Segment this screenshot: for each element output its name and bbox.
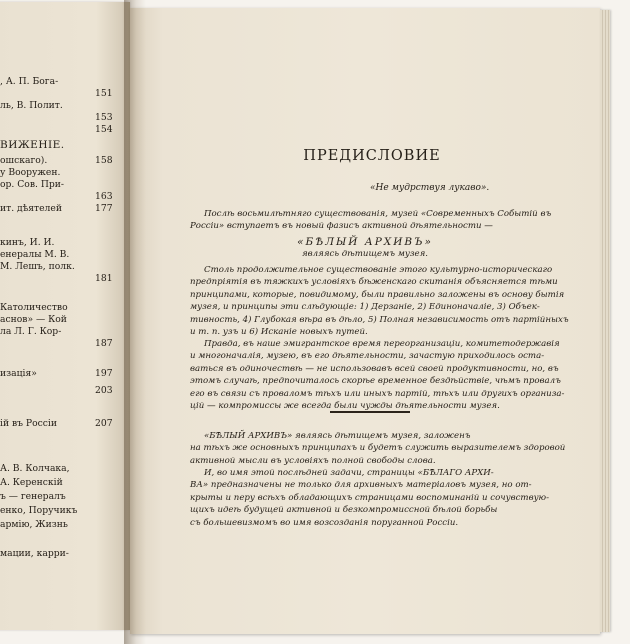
toc-line: изація» — [0, 368, 37, 379]
toc-line: армію, Жизнь — [0, 519, 68, 530]
text-line: этомъ случаѣ, предпочиталось скорѣе временное бездѣйствіе, чѣмъ провалъ — [190, 376, 561, 387]
epigraph: «Не мудрствуя лукаво». — [370, 183, 490, 193]
table-of-contents-fragment — [0, 0, 130, 640]
text-line: тивность, 4) Глубокая вѣра въ дѣло, 5) Полная независимость отъ партійныхъ — [190, 314, 569, 325]
paragraph-emigration — [190, 338, 565, 412]
section-divider — [330, 411, 410, 413]
text-line: музея, и принципы эти слѣдующіе: 1) Дерзаніе, 2) Единоначаліе, 3) Объек- — [190, 302, 540, 313]
text-line: и т. п. узъ и 6) Исканіе новыхъ путей. — [190, 327, 368, 338]
toc-line: А. В. Колчака, — [0, 463, 70, 474]
paragraph-mission — [190, 467, 560, 529]
archive-banner-subtitle: являясь дѣтищемъ музея. — [301, 249, 429, 260]
toc-page-number: 187 — [95, 338, 113, 349]
toc-line: ль, В. Полит. — [0, 100, 63, 111]
text-line: предпріятія въ тяжкихъ условіяхъ бѣженскаго скитанія объясняется тѣми — [190, 277, 558, 288]
text-line: И, во имя этой послѣдней задачи, страницы «БѢЛАГО АРХИ- — [204, 468, 494, 478]
toc-line: енералы М. В. — [0, 249, 70, 260]
toc-line: А. Керенскій — [0, 477, 63, 488]
toc-page-number: 151 — [95, 88, 113, 99]
text-line: съ большевизмомъ во имя возсозданія поруганной Россіи. — [190, 517, 459, 528]
text-line: Послѣ восьмилѣтняго существованія, музей «Современныхъ Событій въ — [204, 209, 552, 219]
toc-line: кинъ, И. И. — [0, 237, 55, 248]
toc-page-number: 153 — [95, 112, 113, 123]
text-line: щихъ идеѣ будущей активной и безкомпромиссной бѣлой борьбы — [190, 505, 498, 516]
text-line: ВА» предназначены не только для архивныхъ матеріаловъ музея, но от- — [190, 480, 532, 491]
toc-page-number: 177 — [95, 203, 113, 214]
toc-line: ор. Сов. При- — [0, 179, 64, 190]
text-line: Россіи» вступаетъ въ новый фазисъ активной дѣятельности — — [190, 221, 493, 232]
toc-line: , А. П. Бога- — [0, 76, 59, 87]
toc-line: ит. дѣятелей — [0, 203, 62, 214]
toc-line: ошскаго). — [0, 155, 48, 166]
paragraph-intro — [190, 208, 560, 233]
paragraph-principles — [190, 264, 569, 338]
toc-line: М. Лешъ, полк. — [0, 261, 75, 272]
archive-banner-title: «БѢЛЫЙ АРХИВЪ» — [297, 236, 433, 248]
toc-page-number: 154 — [95, 124, 113, 135]
toc-line: мации, карри- — [0, 548, 69, 559]
text-line: Столь продолжительное существованіе этого культурно-историческаго — [204, 265, 553, 275]
toc-page-number: 203 — [95, 385, 113, 396]
text-line: крыты и перу всѣхъ обладающихъ страницами воспоминаній и сочувствую- — [190, 492, 550, 503]
toc-line: ъ — генералъ — [0, 491, 66, 502]
text-line: цій — компромиссы же всегда были чужды дѣятельности музея. — [190, 401, 500, 412]
text-line: «БѢЛЫЙ АРХИВЪ» являясь дѣтищемъ музея, заложенъ — [204, 431, 471, 441]
text-line: ваться въ одиночествѣ — не использовавъ всей своей продуктивности, но, въ — [190, 363, 559, 374]
text-line: и многоначалія, музею, въ его дѣятельности, зачастую приходилось оста- — [190, 351, 545, 362]
text-line: его въ связи съ проваломъ тѣхъ или иныхъ партій, тѣхъ или другихъ организа- — [190, 388, 565, 399]
text-line: на тѣхъ же основныхъ принципахъ и будетъ служить выразителемъ здоровой — [190, 443, 566, 454]
paragraph-archive — [190, 430, 566, 467]
text-line: Правда, въ наше эмигрантское время переорганизаціи, комитетодержавія — [204, 339, 560, 349]
text-line: активной мысли въ условіяхъ полной свободы слова. — [190, 455, 436, 466]
archive-banner — [190, 236, 560, 261]
toc-line: ій въ Россіи — [0, 418, 57, 429]
toc-section-heading: ВИЖЕНІЕ. — [0, 140, 65, 151]
toc-page-number: 207 — [95, 418, 113, 429]
toc-page-number: 197 — [95, 368, 113, 379]
page-block-edges — [600, 10, 610, 632]
toc-page-number: 181 — [95, 273, 113, 284]
toc-line: Католичество — [0, 302, 68, 313]
toc-line: енко, Поручикъ — [0, 505, 78, 516]
toc-line: у Вооружен. — [0, 167, 61, 178]
toc-line: аснов» — Кой — [0, 314, 67, 325]
page-title: ПРЕДИСЛОВИЕ — [303, 148, 441, 164]
toc-page-number: 158 — [95, 155, 113, 166]
toc-line: ла Л. Г. Кор- — [0, 326, 62, 337]
toc-page-number: 163 — [95, 191, 113, 202]
text-line: принципами, которые, повидимому, были правильно заложены въ основу бытія — [190, 289, 565, 300]
